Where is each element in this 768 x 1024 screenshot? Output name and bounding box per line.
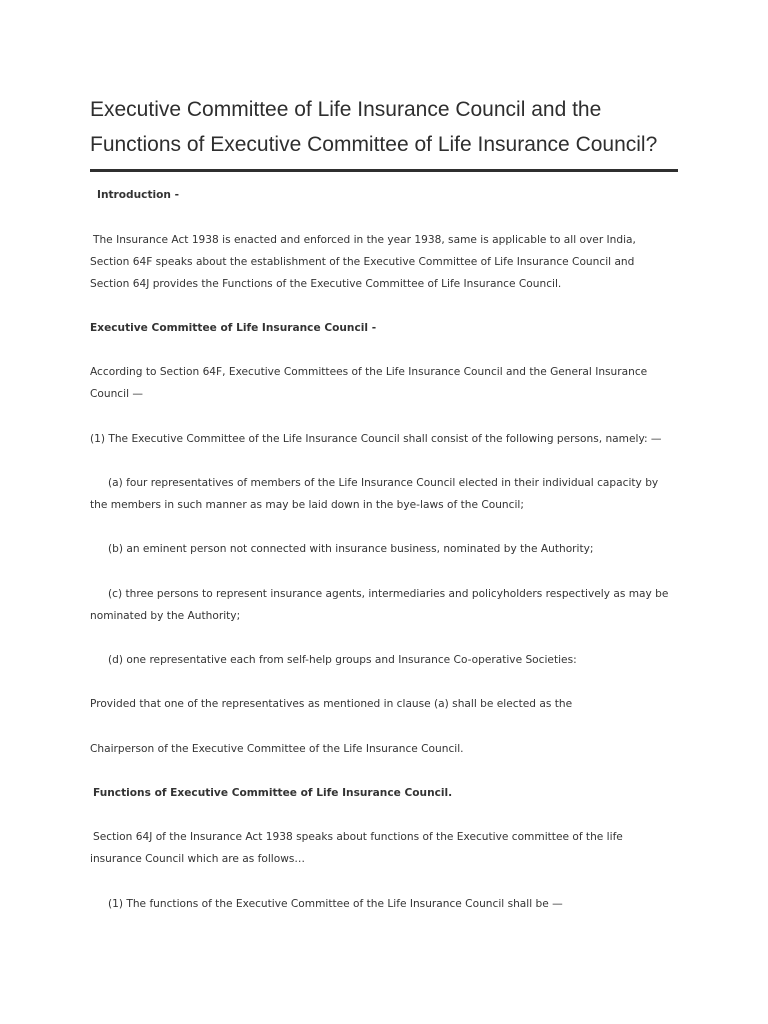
page-title xyxy=(90,92,690,162)
clause-1: (1) The Executive Committee of the Life Insurance Council shall consist of the following persons, namely: — xyxy=(90,433,662,445)
ec-line-2: Council — xyxy=(90,388,143,400)
functions-line-2: insurance Council which are as follows… xyxy=(90,853,306,865)
title-line-1: Executive Committee of Life Insurance Council and the xyxy=(90,98,602,121)
ec-line-1: According to Section 64F, Executive Committees of the Life Insurance Council and the General Insurance xyxy=(90,366,648,378)
proviso-line-2: Chairperson of the Executive Committee of the Life Insurance Council. xyxy=(90,743,464,755)
title-line-2: Functions of Executive Committee of Life Insurance Council? xyxy=(90,133,658,156)
intro-line-1: The Insurance Act 1938 is enacted and enforced in the year 1938, same is applicable to all over India, xyxy=(93,234,636,246)
clause-c-line-2: nominated by the Authority; xyxy=(90,610,241,622)
intro-line-2: Section 64F speaks about the establishment of the Executive Committee of Life Insurance Council and xyxy=(90,256,635,268)
intro-heading: Introduction - xyxy=(97,189,180,201)
ec-heading: Executive Committee of Life Insurance Council - xyxy=(90,322,377,334)
functions-heading: Functions of Executive Committee of Life Insurance Council. xyxy=(93,787,453,799)
clause-c-line-1: (c) three persons to represent insurance agents, intermediaries and policyholders respectively as may be xyxy=(108,588,669,600)
clause-b: (b) an eminent person not connected with insurance business, nominated by the Authority; xyxy=(108,543,594,555)
functions-line-1: Section 64J of the Insurance Act 1938 speaks about functions of the Executive committee of the life xyxy=(93,831,623,843)
proviso-line-1: Provided that one of the representatives as mentioned in clause (a) shall be elected as the xyxy=(90,698,573,710)
clause-a-line-2: the members in such manner as may be laid down in the bye-laws of the Council; xyxy=(90,499,524,511)
title-divider xyxy=(90,169,678,172)
functions-clause-1: (1) The functions of the Executive Committee of the Life Insurance Council shall be — xyxy=(108,898,563,910)
clause-d: (d) one representative each from self-help groups and Insurance Co-operative Societies: xyxy=(108,654,577,666)
intro-line-3: Section 64J provides the Functions of the Executive Committee of Life Insurance Council. xyxy=(90,278,562,290)
clause-a-line-1: (a) four representatives of members of the Life Insurance Council elected in their individual capacity by xyxy=(108,477,659,489)
